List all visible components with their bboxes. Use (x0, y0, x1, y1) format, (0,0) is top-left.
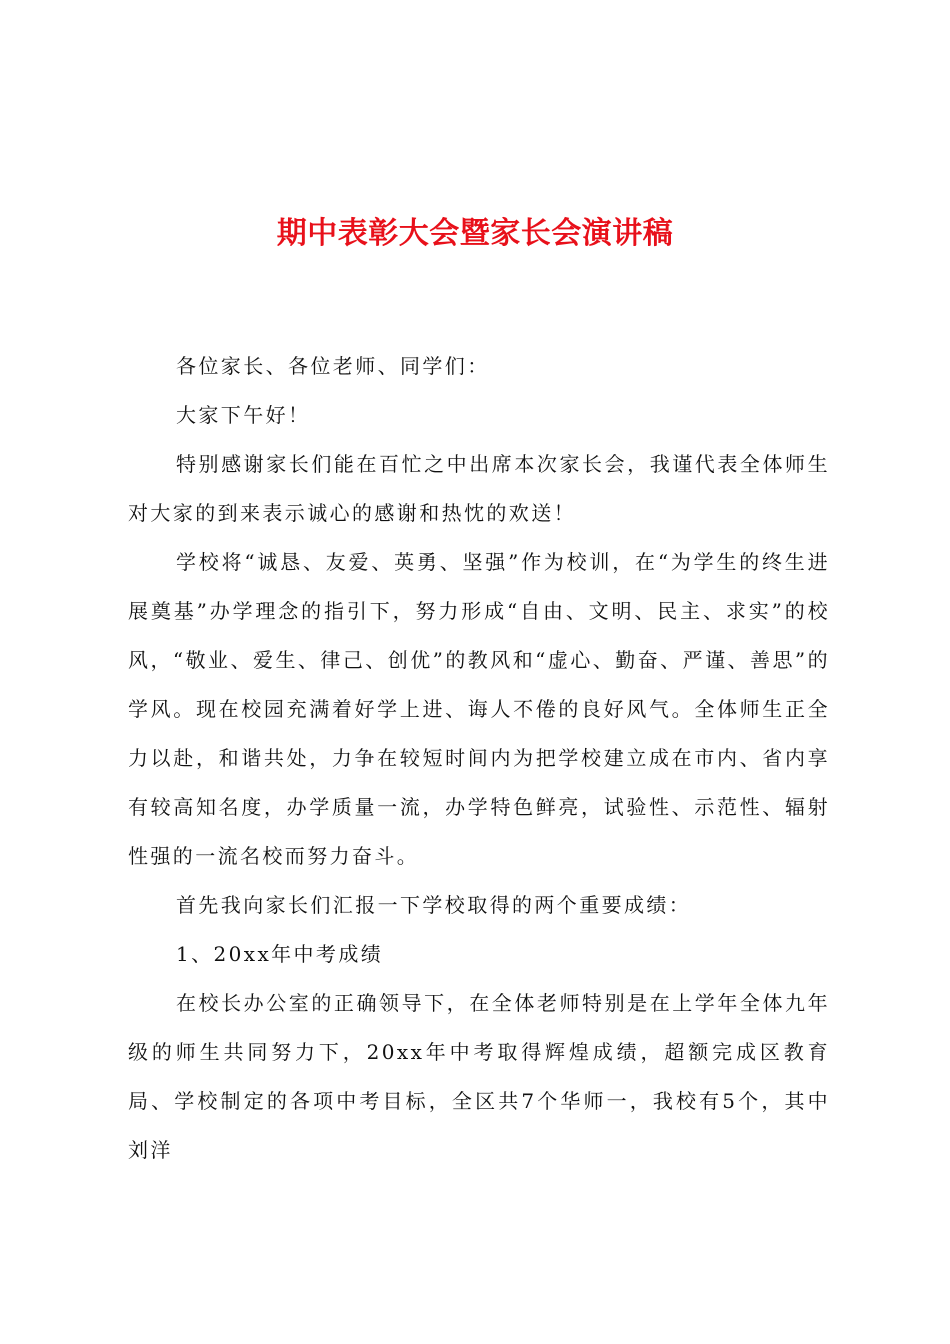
greeting-paragraph: 大家下午好！ (176, 403, 311, 427)
section-heading-exam-results: 1、20xx年中考成绩 (176, 942, 384, 966)
document-title: 期中表彰大会暨家长会演讲稿 (276, 216, 674, 251)
salutation-paragraph: 各位家长、各位老师、同学们： (176, 354, 490, 378)
school-motto-paragraph: 学校将“诚恳、友爱、英勇、坚强”作为校训，在“为学生的终生进展奠基”办学理念的指引下，努力形成“自由、文明、民主、求实”的校风，“敬业、爱生、律己、创优”的教风和“虚心、勤奋、严谨、善思”的学风。现在校园充满着好学上进、诲人不倦的良好风气。全体师生正全力以赴，和谐共处，力争在较短时间内为把学校建立成在市内、省内享有较高知名度，办学质量一流，办学特色鲜亮，试验性、示范性、辐射性强的一流名校而努力奋斗。 (128, 550, 830, 868)
thanks-paragraph: 特别感谢家长们能在百忙之中出席本次家长会，我谨代表全体师生对大家的到来表示诚心的感谢和热忱的欢送！ (128, 452, 830, 525)
document-body (128, 342, 830, 1175)
report-intro-paragraph: 首先我向家长们汇报一下学校取得的两个重要成绩： (176, 893, 692, 917)
exam-results-paragraph: 在校长办公室的正确领导下，在全体老师特别是在上学年全体九年级的师生共同努力下，20xx年中考取得辉煌成绩，超额完成区教育局、学校制定的各项中考目标，全区共7个华师一，我校有5个，其中刘洋 (128, 991, 830, 1162)
